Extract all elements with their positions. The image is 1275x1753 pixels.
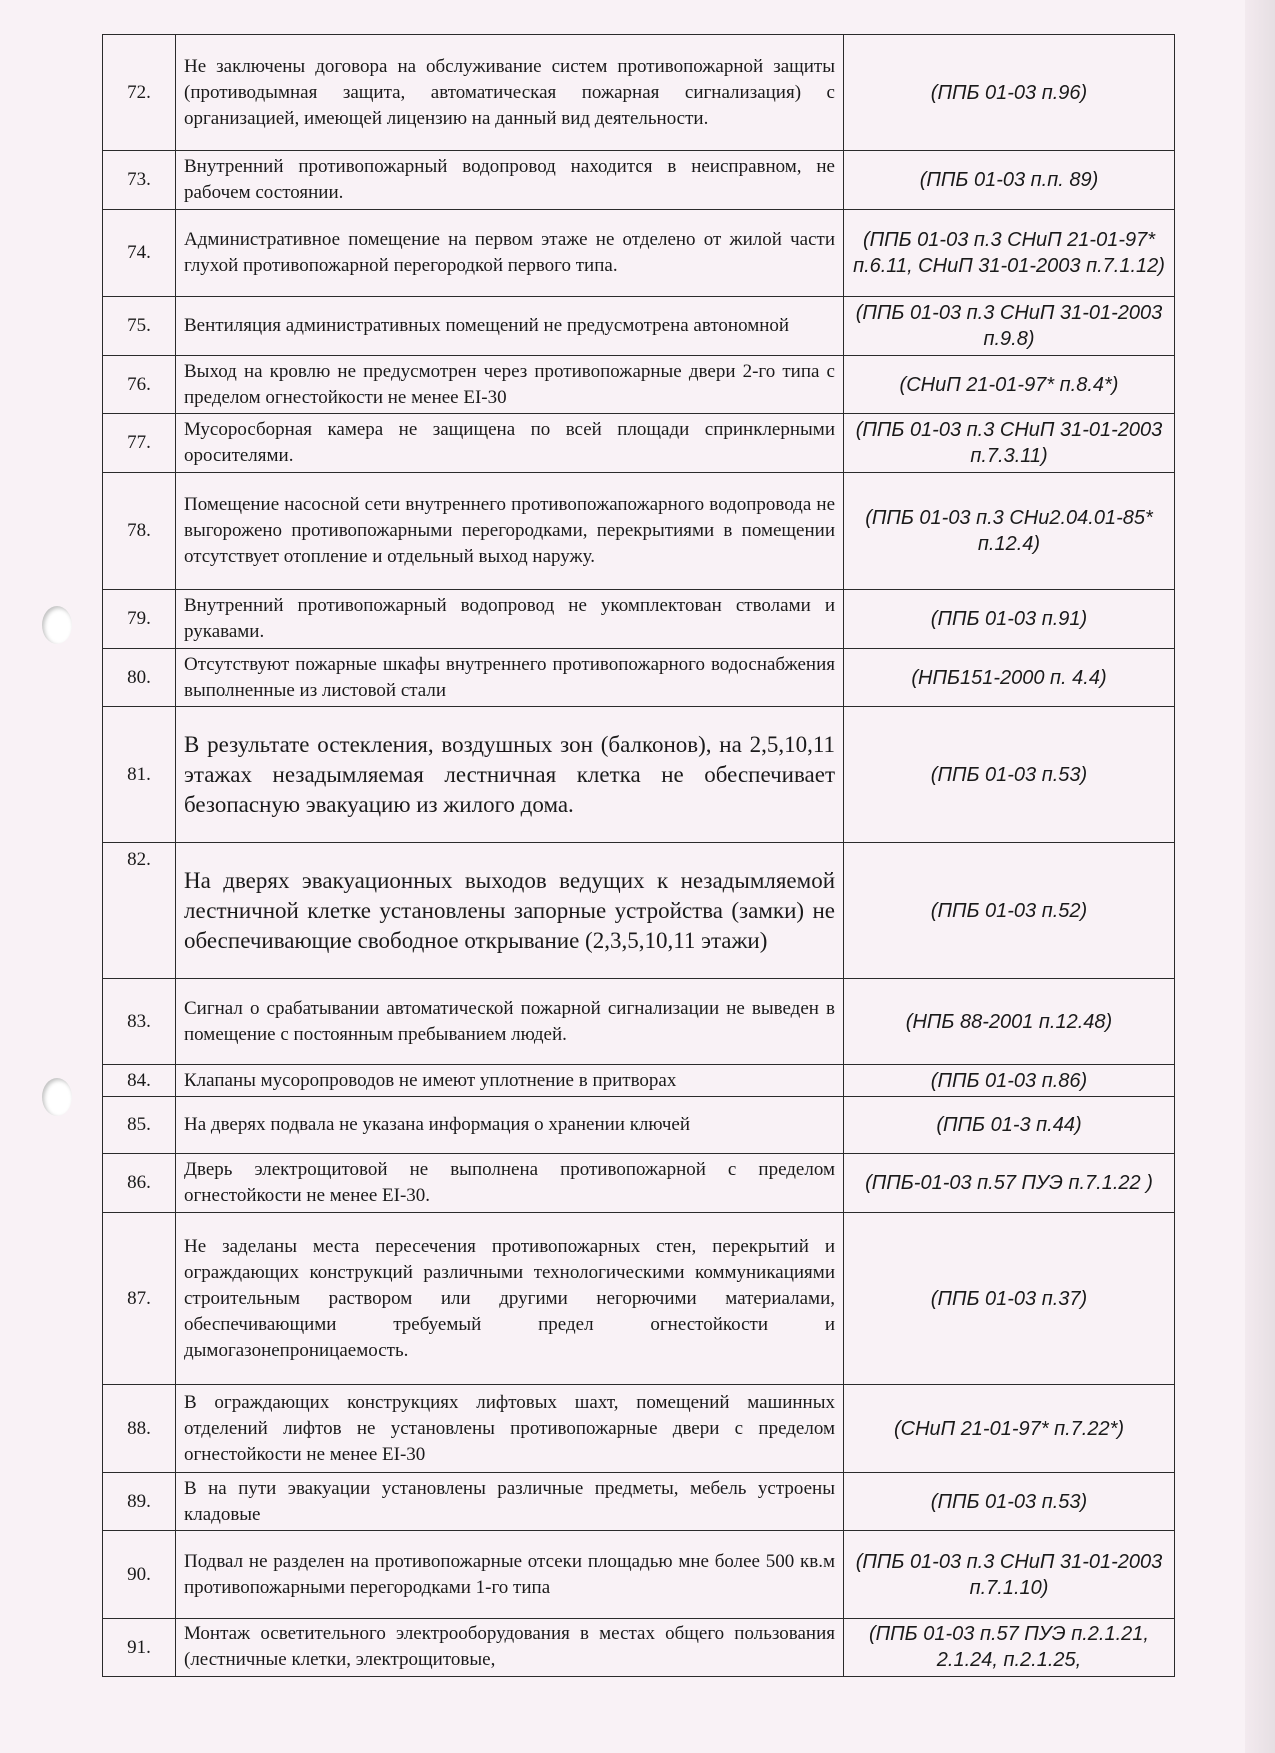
violation-text: Не заделаны места пересечения противопожарных стен, перекрытий и ограждающих конструкций различными технологическими коммуникациями строительным раствором или другими негорючими материалами, обеспечивающими требуемый предел огнестойкости и дымогазонепроницаемость. xyxy=(176,1213,844,1385)
violation-text: Сигнал о срабатывании автоматической пожарной сигнализации не выведен в помещение с постоянным пребыванием людей. xyxy=(176,979,844,1065)
norm-reference: (ППБ 01-03 п.3 СНиП 31-01-2003 п.9.8) xyxy=(844,297,1175,356)
table-row xyxy=(103,297,1175,356)
row-number: 85. xyxy=(103,1097,176,1154)
table-row xyxy=(103,414,1175,473)
table-row xyxy=(103,843,1175,979)
table-row xyxy=(103,1213,1175,1385)
row-number: 80. xyxy=(103,649,176,707)
row-number: 76. xyxy=(103,356,176,414)
norm-reference: (ППБ 01-3 п.44) xyxy=(844,1097,1175,1154)
table-row xyxy=(103,1619,1175,1677)
norm-reference: (ППБ 01-03 п.37) xyxy=(844,1213,1175,1385)
violation-text: Клапаны мусоропроводов не имеют уплотнение в притворах xyxy=(176,1065,844,1097)
violation-text: Выход на кровлю не предусмотрен через противопожарные двери 2-го типа с пределом огнестойкости не менее EI-30 xyxy=(176,356,844,414)
violation-text: В результате остекления, воздушных зон (балконов), на 2,5,10,11 этажах незадымляемая лестничная клетка не обеспечивает безопасную эвакуацию из жилого дома. xyxy=(176,707,844,843)
violation-text: Дверь электрощитовой не выполнена противопожарной с пределом огнестойкости не менее EI-30. xyxy=(176,1154,844,1213)
violation-text: Внутренний противопожарный водопровод не укомплектован стволами и рукавами. xyxy=(176,590,844,649)
violation-text: Вентиляция административных помещений не предусмотрена автономной xyxy=(176,297,844,356)
norm-reference: (ППБ 01-03 п.3 СНиП 31-01-2003 п.7.1.10) xyxy=(844,1531,1175,1619)
violation-text: Мусоросборная камера не защищена по всей площади спринклерными оросителями. xyxy=(176,414,844,473)
table-row xyxy=(103,473,1175,590)
row-number: 78. xyxy=(103,473,176,590)
norm-reference: (ППБ 01-03 п.3 СНиП 31-01-2003 п.7.3.11) xyxy=(844,414,1175,473)
norm-reference: (ППБ 01-03 п.3 СНиП 21-01-97* п.6.11, СНиП 31-01-2003 п.7.1.12) xyxy=(844,210,1175,297)
punch-hole-bottom xyxy=(42,1078,72,1116)
punch-hole-top xyxy=(42,606,72,644)
violation-text: Не заключены договора на обслуживание систем противопожарной защиты (противодымная защита, автоматическая пожарная сигнализация) с организацией, имеющей лицензию на данный вид деятельности. xyxy=(176,35,844,151)
norm-reference: (ППБ 01-03 п.91) xyxy=(844,590,1175,649)
norm-reference: (СНиП 21-01-97* п.7.22*) xyxy=(844,1385,1175,1473)
row-number: 84. xyxy=(103,1065,176,1097)
table-row xyxy=(103,1097,1175,1154)
norm-reference: (СНиП 21-01-97* п.8.4*) xyxy=(844,356,1175,414)
table-row xyxy=(103,151,1175,210)
row-number: 82. xyxy=(103,843,176,979)
norm-reference: (ППБ 01-03 п.57 ПУЭ п.2.1.21, 2.1.24, п.2.1.25, xyxy=(844,1619,1175,1677)
table-row xyxy=(103,979,1175,1065)
violation-text: Административное помещение на первом этаже не отделено от жилой части глухой противопожарной перегородкой первого типа. xyxy=(176,210,844,297)
row-number: 81. xyxy=(103,707,176,843)
norm-reference: (ППБ 01-03 п.53) xyxy=(844,707,1175,843)
norm-reference: (ППБ-01-03 п.57 ПУЭ п.7.1.22 ) xyxy=(844,1154,1175,1213)
norm-reference: (ППБ 01-03 п.п. 89) xyxy=(844,151,1175,210)
row-number: 90. xyxy=(103,1531,176,1619)
norm-reference: (НПБ 88-2001 п.12.48) xyxy=(844,979,1175,1065)
row-number: 77. xyxy=(103,414,176,473)
norm-reference: (НПБ151-2000 п. 4.4) xyxy=(844,649,1175,707)
table-row xyxy=(103,590,1175,649)
page-edge xyxy=(1245,0,1275,1753)
table-row xyxy=(103,1065,1175,1097)
table-row xyxy=(103,210,1175,297)
violation-text: Внутренний противопожарный водопровод находится в неисправном, не рабочем состоянии. xyxy=(176,151,844,210)
table-row xyxy=(103,1154,1175,1213)
violation-text: Помещение насосной сети внутреннего противопожапожарного водопровода не выгорожено противопожарными перегородками, перекрытиями в помещении отсутствует отопление и отдельный выход наружу. xyxy=(176,473,844,590)
row-number: 72. xyxy=(103,35,176,151)
violations-table xyxy=(102,34,1175,1677)
table-row xyxy=(103,1473,1175,1531)
row-number: 74. xyxy=(103,210,176,297)
norm-reference: (ППБ 01-03 п.86) xyxy=(844,1065,1175,1097)
violation-text: В на пути эвакуации установлены различные предметы, мебель устроены кладовые xyxy=(176,1473,844,1531)
violation-text: Подвал не разделен на противопожарные отсеки площадью мне более 500 кв.м противопожарными перегородками 1-го типа xyxy=(176,1531,844,1619)
row-number: 73. xyxy=(103,151,176,210)
table-row xyxy=(103,356,1175,414)
row-number: 89. xyxy=(103,1473,176,1531)
table-row xyxy=(103,707,1175,843)
norm-reference: (ППБ 01-03 п.3 СНи2.04.01-85* п.12.4) xyxy=(844,473,1175,590)
violation-text: На дверях подвала не указана информация о хранении ключей xyxy=(176,1097,844,1154)
row-number: 79. xyxy=(103,590,176,649)
row-number: 91. xyxy=(103,1619,176,1677)
row-number: 86. xyxy=(103,1154,176,1213)
table-row xyxy=(103,35,1175,151)
row-number: 75. xyxy=(103,297,176,356)
violation-text: На дверях эвакуационных выходов ведущих к незадымляемой лестничной клетке установлены запорные устройства (замки) не обеспечивающие свободное открывание (2,3,5,10,11 этажи) xyxy=(176,843,844,979)
row-number: 88. xyxy=(103,1385,176,1473)
table-row xyxy=(103,1531,1175,1619)
table-row xyxy=(103,1385,1175,1473)
violation-text: Монтаж осветительного электрооборудования в местах общего пользования (лестничные клетки, электрощитовые, xyxy=(176,1619,844,1677)
norm-reference: (ППБ 01-03 п.52) xyxy=(844,843,1175,979)
row-number: 83. xyxy=(103,979,176,1065)
norm-reference: (ППБ 01-03 п.96) xyxy=(844,35,1175,151)
norm-reference: (ППБ 01-03 п.53) xyxy=(844,1473,1175,1531)
table-row xyxy=(103,649,1175,707)
row-number: 87. xyxy=(103,1213,176,1385)
violation-text: В ограждающих конструкциях лифтовых шахт, помещений машинных отделений лифтов не установлены противопожарные двери с пределом огнестойкости не менее EI-30 xyxy=(176,1385,844,1473)
violation-text: Отсутствуют пожарные шкафы внутреннего противопожарного водоснабжения выполненные из листовой стали xyxy=(176,649,844,707)
